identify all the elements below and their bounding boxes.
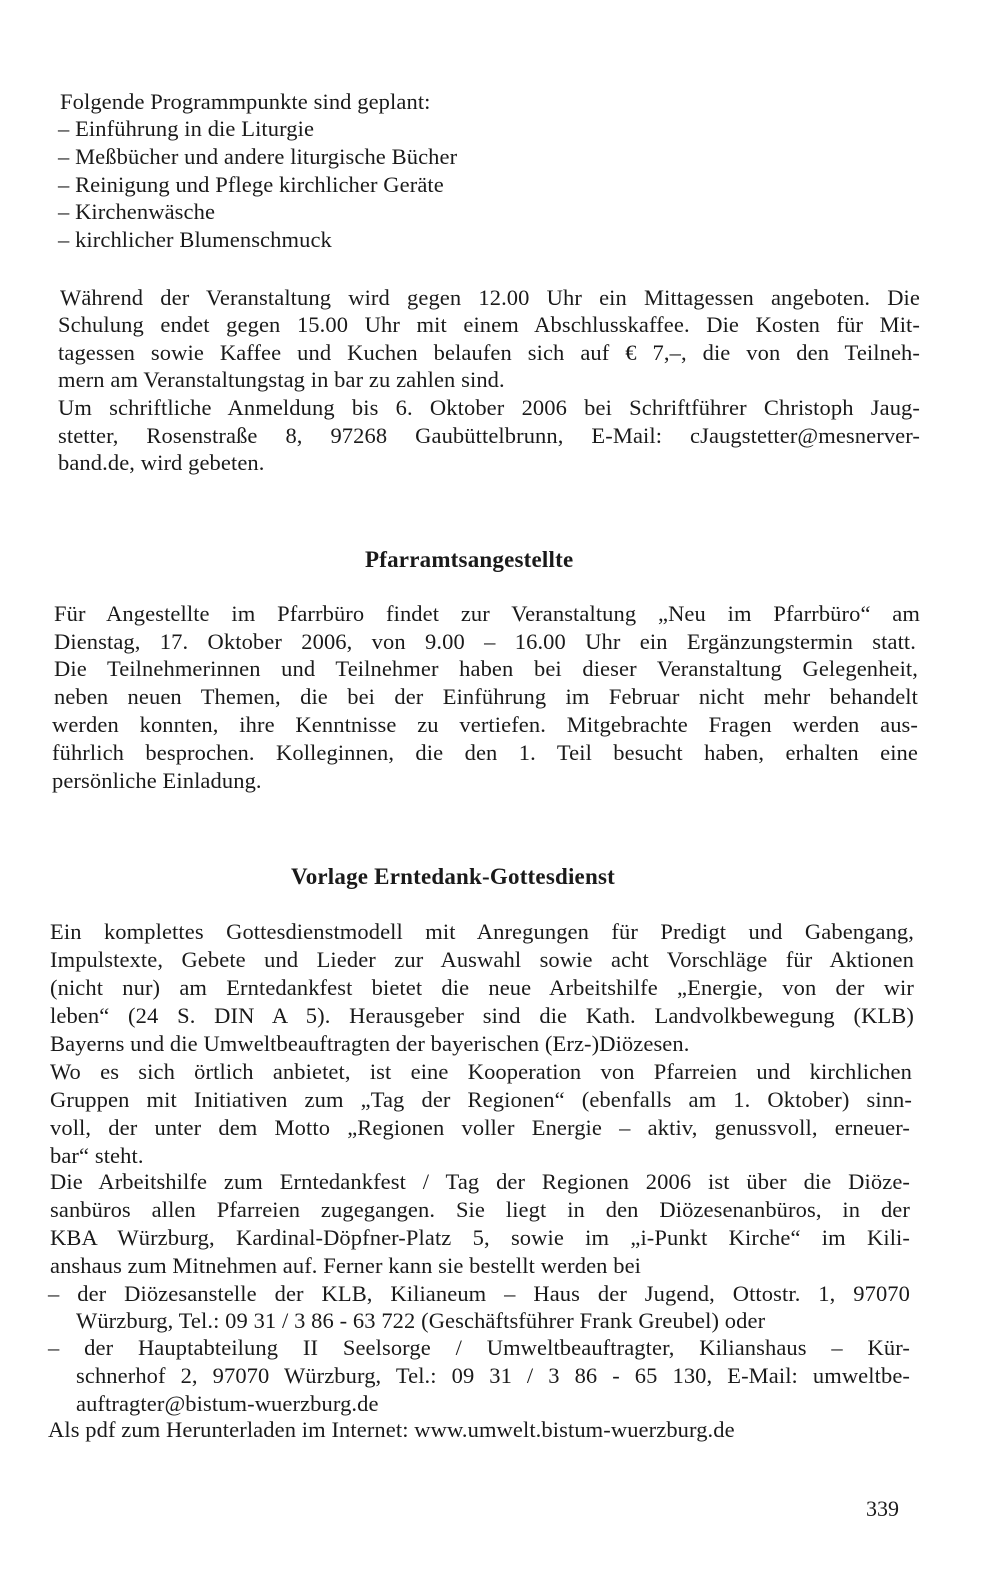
paragraph-line: Die Arbeitshilfe zum Erntedankfest / Tag der Regionen 2006 ist über die Diöze- bbox=[50, 1169, 910, 1194]
list-item: – Einführung in die Liturgie bbox=[58, 116, 315, 141]
paragraph-line: tagessen sowie Kaffee und Kuchen belaufen sich auf € 7,–, die von den Teilneh- bbox=[58, 340, 920, 365]
paragraph-line: Die Teilnehmerinnen und Teilnehmer haben bei dieser Veranstaltung Gelegenheit, bbox=[54, 656, 918, 681]
paragraph-line: Für Angestellte im Pfarrbüro findet zur Veranstaltung „Neu im Pfarrbüro“ am bbox=[54, 601, 920, 626]
list-item: – der Diözesanstelle der KLB, Kilianeum – Haus der Jugend, Ottostr. 1, 97070 bbox=[48, 1281, 910, 1306]
paragraph-line: band.de, wird gebeten. bbox=[58, 450, 265, 475]
intro-lead: Folgende Programmpunkte sind geplant: bbox=[60, 89, 431, 114]
paragraph-line: (nicht nur) am Erntedankfest bietet die neue Arbeitshilfe „Energie, von der wir bbox=[50, 975, 914, 1000]
list-item: – kirchlicher Blumenschmuck bbox=[58, 227, 332, 252]
list-item-continuation: Würzburg, Tel.: 09 31 / 3 86 - 63 722 (Geschäftsführer Frank Greubel) oder bbox=[76, 1308, 766, 1333]
paragraph-line: sanbüros allen Pfarreien zugegangen. Sie liegt in den Diözesenanbüros, in der bbox=[50, 1197, 910, 1222]
paragraph-line: voll, der unter dem Motto „Regionen voller Energie – aktiv, genussvoll, erneuer- bbox=[50, 1115, 910, 1140]
list-item: – Reinigung und Pflege kirchlicher Geräte bbox=[58, 172, 444, 197]
paragraph-line: führlich besprochen. Kolleginnen, die den 1. Teil besucht haben, erhalten eine bbox=[52, 740, 918, 765]
list-item: – Meßbücher und andere liturgische Bücher bbox=[58, 144, 458, 169]
list-item-continuation: auftragter@bistum-wuerzburg.de bbox=[76, 1391, 379, 1416]
list-item-continuation: schnerhof 2, 97070 Würzburg, Tel.: 09 31 / 3 86 - 65 130, E-Mail: umweltbe- bbox=[76, 1363, 910, 1388]
paragraph-line: Gruppen mit Initiativen zum „Tag der Regionen“ (ebenfalls am 1. Oktober) sinn- bbox=[50, 1087, 912, 1112]
paragraph-line: mern am Veranstaltungstag in bar zu zahlen sind. bbox=[58, 367, 505, 392]
paragraph-line: Während der Veranstaltung wird gegen 12.00 Uhr ein Mittagessen angeboten. Die bbox=[60, 285, 920, 310]
paragraph-line: Schulung endet gegen 15.00 Uhr mit einem Abschlusskaffee. Die Kosten für Mit- bbox=[58, 312, 920, 337]
section-heading-pfarramt: Pfarramtsangestellte bbox=[365, 547, 574, 572]
paragraph-line: stetter, Rosenstraße 8, 97268 Gaubüttelbrunn, E-Mail: cJaugstetter@mesnerver- bbox=[58, 423, 920, 448]
list-item: – der Hauptabteilung II Seelsorge / Umweltbeauftragter, Kilianshaus – Kür- bbox=[48, 1335, 910, 1360]
paragraph-line: Impulstexte, Gebete und Lieder zur Auswahl sowie acht Vorschläge für Aktionen bbox=[50, 947, 914, 972]
paragraph-line: anshaus zum Mitnehmen auf. Ferner kann sie bestellt werden bei bbox=[50, 1253, 642, 1278]
paragraph-line: leben“ (24 S. DIN A 5). Herausgeber sind die Kath. Landvolkbewegung (KLB) bbox=[50, 1003, 914, 1028]
paragraph-line: Dienstag, 17. Oktober 2006, von 9.00 – 16.00 Uhr ein Ergänzungstermin statt. bbox=[54, 629, 916, 654]
paragraph-line: KBA Würzburg, Kardinal-Döpfner-Platz 5, sowie im „i-Punkt Kirche“ im Kili- bbox=[50, 1225, 910, 1250]
paragraph-line: Als pdf zum Herunterladen im Internet: www.umwelt.bistum-wuerzburg.de bbox=[48, 1417, 735, 1442]
paragraph-line: Ein komplettes Gottesdienstmodell mit Anregungen für Predigt und Gabengang, bbox=[50, 919, 914, 944]
page-number: 339 bbox=[866, 1496, 899, 1521]
paragraph-line: Um schriftliche Anmeldung bis 6. Oktober 2006 bei Schriftführer Christoph Jaug- bbox=[58, 395, 920, 420]
list-item: – Kirchenwäsche bbox=[58, 199, 216, 224]
paragraph-line: Wo es sich örtlich anbietet, ist eine Kooperation von Pfarreien und kirchlichen bbox=[50, 1059, 912, 1084]
paragraph-line: neben neuen Themen, die bei der Einführung im Februar nicht mehr behandelt bbox=[54, 684, 918, 709]
paragraph-line: bar“ steht. bbox=[50, 1143, 144, 1168]
paragraph-line: Bayerns und die Umweltbeauftragten der bayerischen (Erz-)Diözesen. bbox=[50, 1031, 690, 1056]
section-heading-erntedank: Vorlage Erntedank-Gottesdienst bbox=[291, 864, 615, 889]
paragraph-line: werden konnten, ihre Kenntnisse zu vertiefen. Mitgebrachte Fragen werden aus- bbox=[52, 712, 918, 737]
paragraph-line: persönliche Einladung. bbox=[52, 768, 262, 793]
